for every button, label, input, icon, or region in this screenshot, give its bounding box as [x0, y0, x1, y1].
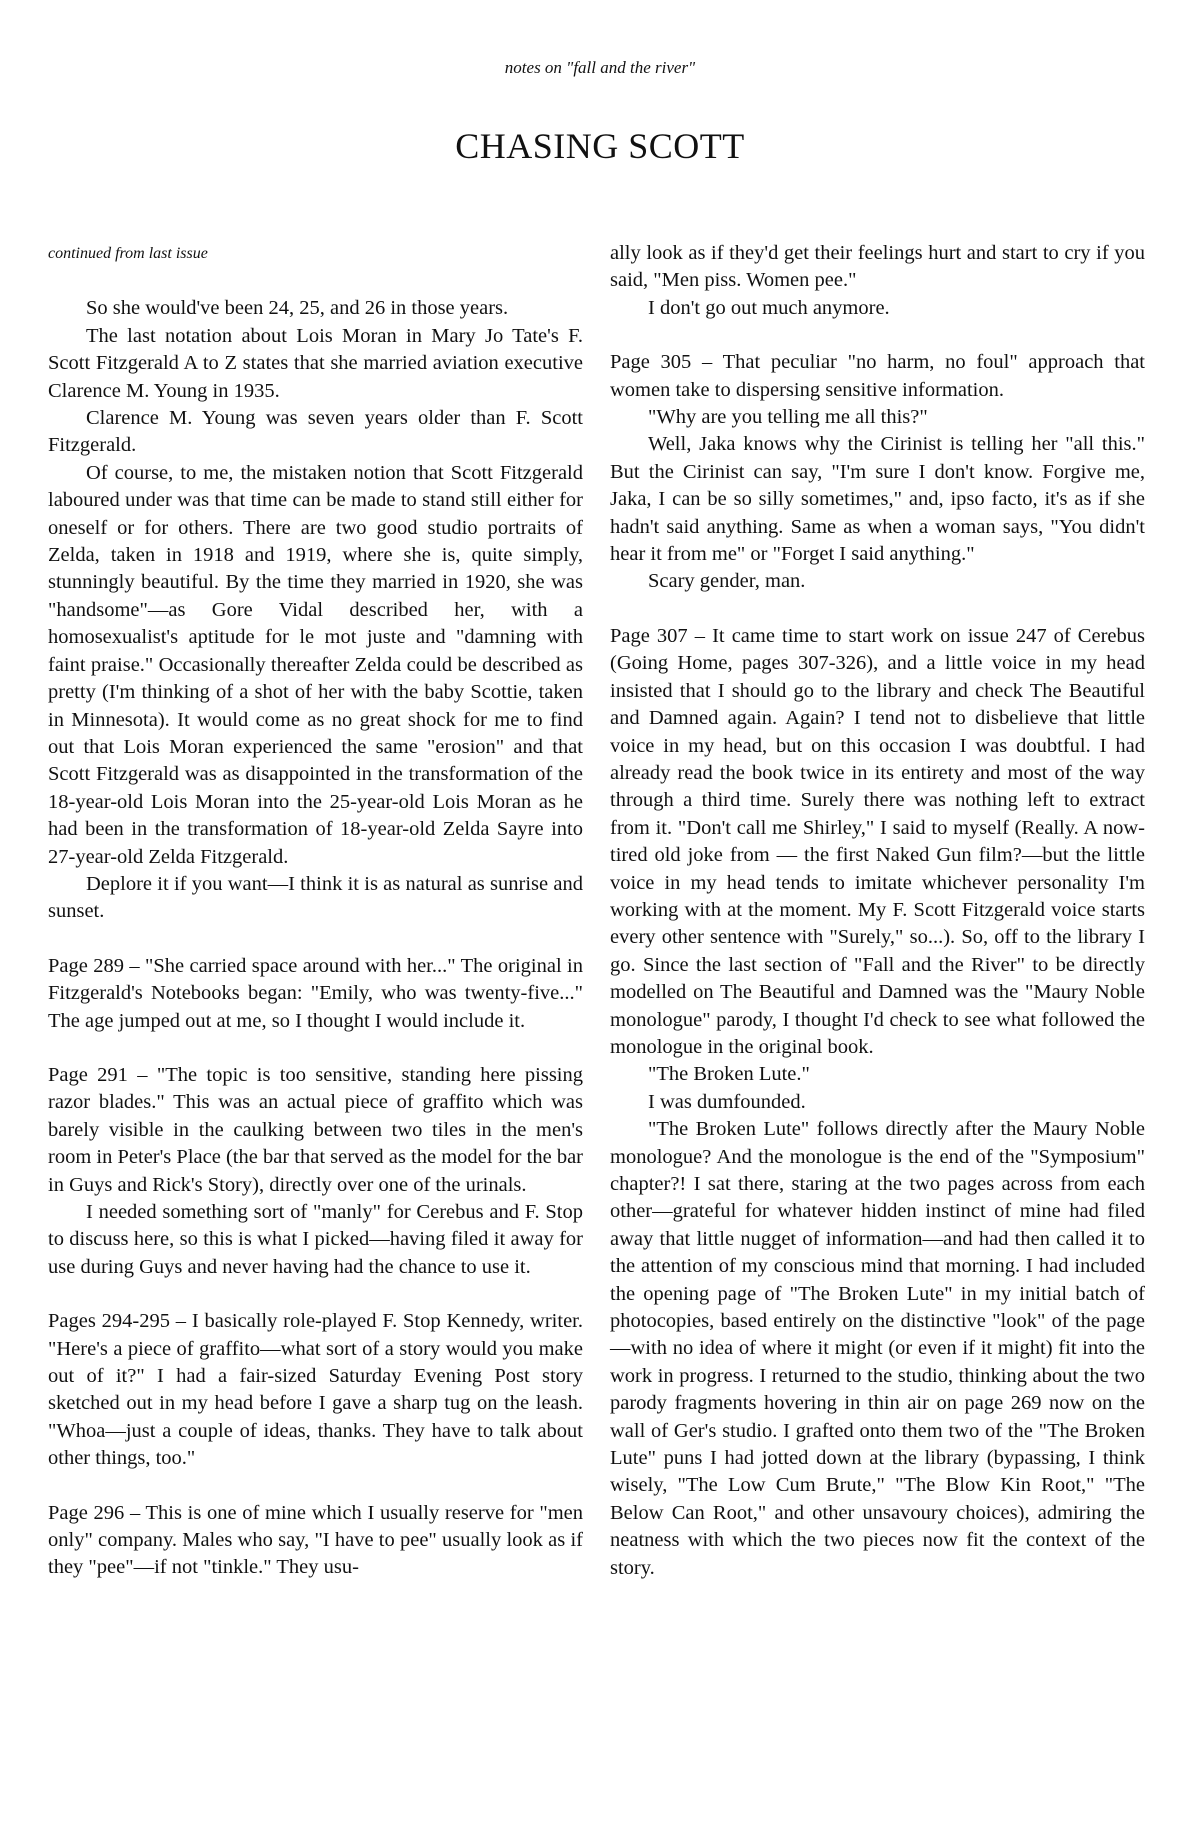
right-column	[610, 240, 1145, 1582]
continued-note: continued from last issue	[48, 245, 208, 262]
paragraph: Pages 294-295 – I basically role-played F. Stop Kennedy, writer. "Here's a piece of graffito—what sort of a story would you make out of it?" I had a fair-sized Saturday Evening Post story sketched out in my head before I gave a sharp tug on the leash. "Whoa—just a couple of ideas, thanks. They have to talk about other things, too."	[48, 1310, 583, 1470]
paragraph: Page 289 – "She carried space around with her..." The original in Fitzgerald's Notebooks began: "Emily, who was twenty-five..." The age jumped out at me, so I thought I would include it.	[48, 954, 583, 1032]
paragraph: I don't go out much anymore.	[648, 296, 890, 319]
paragraph: Page 291 – "The topic is too sensitive, standing here pissing razor blades." This was an actual piece of graffito which was barely visible in the caulking between two tiles in the men's room in Peter's Place (the bar that served as the model for the bar in Guys and Rick's Story), directly over one of the urinals.	[48, 1063, 583, 1196]
paragraph: Clarence M. Young was seven years older than F. Scott Fitzgerald.	[48, 407, 583, 457]
left-column	[48, 240, 583, 1582]
paragraph: I needed something sort of "manly" for Cerebus and F. Stop to discuss here, so this is what I picked—having filed it away for use during Guys and never having had the chance to use it.	[48, 1201, 583, 1278]
paragraph: Page 305 – That peculiar "no harm, no foul" approach that women take to dispersing sensitive information.	[610, 351, 1145, 401]
article-title: CHASING SCOTT	[455, 126, 745, 166]
paragraph: Deplore it if you want—I think it is as natural as sunrise and sunset.	[48, 872, 583, 923]
paragraph: ally look as if they'd get their feelings hurt and start to cry if you said, "Men piss. Women pee."	[610, 242, 1145, 292]
paragraph: So she would've been 24, 25, and 26 in those years.	[86, 297, 509, 320]
paragraph: "Why are you telling me all this?"	[648, 406, 928, 429]
column-kicker: notes on "fall and the river"	[504, 58, 696, 77]
paragraph: Of course, to me, the mistaken notion that Scott Fitzgerald laboured under was that time can be made to stand still either for oneself or for others. There are two good studio portraits of Zelda, taken in 1918 and 1919, where she is, quite simply, stunningly beautiful. By the time they married in 1920, she was "handsome"—as Gore Vidal described her, with a homosexualist's aptitude for le mot juste and "damning with faint praise." Occasionally thereafter Zelda could be described as pretty (I'm thinking of a shot of her with the baby Scottie, taken in Minnesota). It would come as no great shock for me to find out that Lois Moran experienced the same "erosion" and that Scott Fitzgerald was as disappointed in the transformation of the 18-year-old Lois Moran into the 25-year-old Lois Moran as he had been in the transformation of 18-year-old Zelda Sayre into 27-year-old Zelda Fitzgerald.	[48, 461, 583, 868]
right-column-body	[610, 240, 1145, 1582]
paragraph: Scary gender, man.	[648, 570, 806, 593]
paragraph: Well, Jaka knows why the Cirinist is telling her "all this." But the Cirinist can say, "I'm sure I don't know. Forgive me, Jaka, I can be so silly sometimes," and, ipso facto, it's as if she hadn't said anything. Same as when a woman says, "You didn't hear it from me" or "Forget I said anything."	[610, 433, 1145, 566]
paragraph: Page 296 – This is one of mine which I usually reserve for "men only" company. Males who say, "I have to pee" usually look as if they "pee"—if not "tinkle." They usu-	[48, 1501, 583, 1579]
paragraph: Page 307 – It came time to start work on issue 247 of Cerebus (Going Home, pages 307-326), and a little voice in my head insisted that I should go to the library and check The Beautiful and Damned again. Again? I tend not to disbelieve that little voice in my head, but on this occasion I was doubtful. I had already read the book twice in its entirety and most of the way through a third time. Surely there was nothing left to extract from it. "Don't call me Shirley," I said to myself (Really. A now-tired old joke from — the first Naked Gun film?—but the little voice in my head tends to imitate whichever personality I'm working with at the moment. My F. Scott Fitzgerald voice starts every other sentence with "Surely," so...). So, off to the library I go. Since the last section of "Fall and the River" to be directly modelled on The Beautiful and Damned was the "Maury Noble monologue" parody, I thought I'd check to see what followed the monologue in the original book.	[610, 624, 1145, 1058]
paragraph: The last notation about Lois Moran in Mary Jo Tate's F. Scott Fitzgerald A to Z states that she married aviation executive Clarence M. Young in 1935.	[48, 324, 583, 402]
paragraph: I was dumfounded.	[648, 1090, 806, 1113]
left-column-body	[48, 295, 583, 1581]
paragraph: "The Broken Lute" follows directly after the Maury Noble monologue? And the monologue is the end of the "Symposium" chapter?! I sat there, staring at the two pages across from each other—grateful for whatever hidden instinct of mine had filed away that little nugget of information—and had then called it to the attention of my conscious mind that morning. I had included the opening page of "The Broken Lute" in my initial batch of photocopies, based entirely on the distinctive "look" of the page—with no idea of where it might (or even if it might) fit into the work in progress. I returned to the studio, thinking about the two parody fragments hovering in thin air on page 269 now on the wall of Ger's studio. I grafted onto them two of the "The Broken Lute" puns I had jotted down at the library (bypassing, I think wisely, "The Low Cum Brute," "The Blow Kin Root," "The Below Can Root," and other unsavoury choices), admiring the neatness with which the two pieces now fit the context of the story.	[610, 1118, 1145, 1579]
paragraph: "The Broken Lute."	[648, 1063, 810, 1086]
